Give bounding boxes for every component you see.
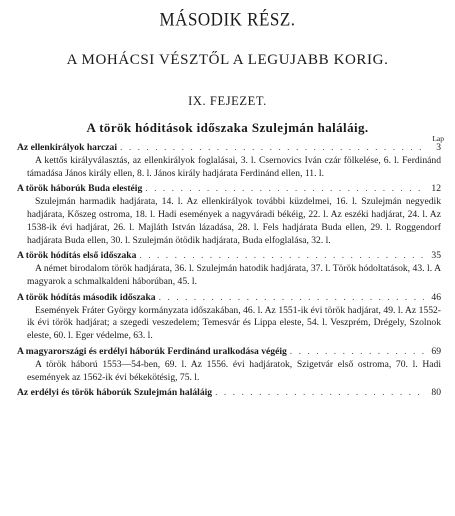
toc-entry-line xyxy=(17,183,441,196)
toc-entry-description: Szulejmán harmadik hadjárata, 14. l. Az ellenkirályok további küzdelmei, 16. l. Szulejmán negyedik hadjárata, Kőszeg ostroma, 18. l. Hadi események a nagyváradi békéig, 22. l. Az eszéki hadjárat, 24. l. Az 1538-ik évi hadjárat, 26. l. Majláth István lázadása, 28. l. Fels hadjárata Buda ellen, 29. l. Roggendorf hadjárata Buda ellen, 30. l. Szulejmán ötödik hadjárata, Buda elfoglalása, 32. l. xyxy=(27,196,441,246)
leader-dots xyxy=(159,292,424,305)
toc-entry-line xyxy=(17,387,441,400)
toc-entry-title: Az erdélyi és török háborúk Szulejmán haláláig xyxy=(17,387,213,399)
toc-entry xyxy=(17,142,441,180)
toc-entry xyxy=(17,292,441,343)
table-of-contents xyxy=(17,142,441,400)
leader-dots xyxy=(139,250,424,263)
leader-dots xyxy=(145,183,424,196)
toc-entry xyxy=(17,346,441,384)
toc-entry-title: Az ellenkirályok harczai xyxy=(17,142,118,153)
toc-entry-title: A magyarországi és erdélyi háborúk Ferdinánd uralkodása végéig xyxy=(17,345,287,357)
toc-entry-line xyxy=(17,346,441,359)
toc-entry-line xyxy=(17,250,441,263)
leader-dots xyxy=(120,142,424,155)
toc-entry-page: 80 xyxy=(431,387,441,399)
toc-entry-description: A német birodalom török hadjárata, 36. l. Szulejmán hatodik hadjárata, 37. l. Török hódoltatások, 43. l. A magyarok a schmalkaldeni háborúban, 45. l. xyxy=(27,263,441,287)
toc-entry-line xyxy=(17,292,441,305)
toc-entry-description: A kettős királyválasztás, az ellenkirályok foglalásai, 3. l. Csernovics Iván czár fölkelése, 6. l. Ferdinánd támadása János király ellen, 8. l. János király hadjárata Ferdinánd ellen, 11. l. xyxy=(27,154,441,179)
toc-entry-description: Események Fráter György kormányzata időszakában, 46. l. Az 1551-ik évi török hadjárat, 49. l. Az 1552-ik évi török hadjárat; a szegedi veszedelem; Temesvár és Lippa eleste, 54. l. Veszprém, Drégely, Szolnok eleste, 60. l. Eger védelme, 63. l. xyxy=(27,304,441,342)
toc-entry-page: 3 xyxy=(436,142,441,153)
part-subtitle: A MOHÁCSI VÉSZTŐL A LEGUJABB KORIG. xyxy=(66,52,389,68)
toc-entry xyxy=(17,183,441,247)
toc-entry-page: 46 xyxy=(431,291,441,303)
page-column-label: Lap xyxy=(432,134,444,143)
toc-entry xyxy=(17,387,441,400)
toc-entry-page: 69 xyxy=(431,345,441,357)
leader-dots xyxy=(215,387,424,400)
toc-entry-title: A török háborúk Buda elestéig xyxy=(17,183,143,195)
part-title: MÁSODIK RÉSZ. xyxy=(159,9,296,30)
leader-dots xyxy=(290,346,424,359)
toc-entry-title: A török hódítás első időszaka xyxy=(17,250,137,262)
chapter-title: A török hóditások időszaka Szulejmán haláláig. xyxy=(86,120,369,135)
toc-entry-title: A török hódítás második időszaka xyxy=(17,291,156,303)
toc-entry-line xyxy=(17,142,441,155)
chapter-heading: IX. FEJEZET. xyxy=(188,94,267,108)
toc-entry-page: 12 xyxy=(431,183,441,195)
toc-entry-page: 35 xyxy=(431,250,441,262)
toc-entry xyxy=(17,250,441,288)
toc-entry-description: A török háború 1553—54-ben, 69. l. Az 1556. évi hadjáratok, Szigetvár első ostroma, 70. l. Hadi események az 1562-ik évi békekötésig, 75. l. xyxy=(27,358,441,383)
